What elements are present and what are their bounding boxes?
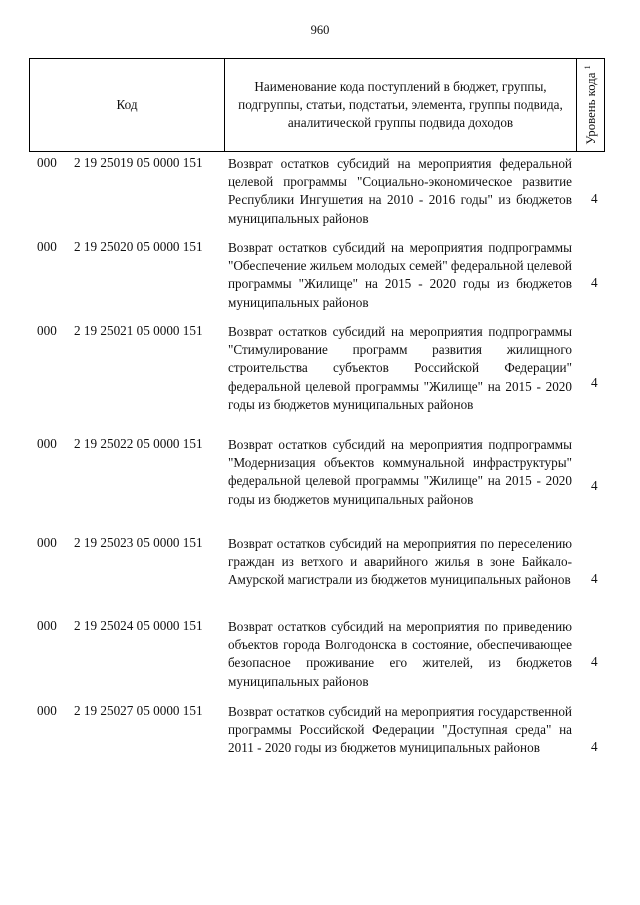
revenue-name: Возврат остатков субсидий на мероприятия подпрограммы "Стимулирование программ развития жилищного строительства субъектов Российской Федерации" федеральной целевой программы "Жилище" на 2015 - 2020 годы из бюджетов муниципальных районов: [228, 324, 572, 412]
revenue-code: 2 19 25020 05 0000 151: [74, 239, 203, 254]
admin-code: 000: [37, 323, 57, 338]
revenue-name: Возврат остатков субсидий на мероприятия по приведению объектов города Волгодонска в состояние, обеспечивающее безопасное проживание его жителей, из бюджетов муниципальных районов: [228, 619, 572, 689]
header-level-text: [582, 65, 598, 144]
revenue-name: Возврат остатков субсидий на мероприятия подпрограммы "Модернизация объектов коммунальной инфраструктуры" федеральной целевой программы "Жилище" на 2015 - 2020 годы из бюджетов муниципальных районов: [228, 437, 572, 507]
revenue-name: Возврат остатков субсидий на мероприятия по переселению граждан из ветхого и аварийного жилья в зоне Байкало-Амурской магистрали из бюджетов муниципальных районов: [228, 536, 572, 588]
code-level: 4: [591, 191, 598, 206]
admin-code: 000: [37, 436, 57, 451]
revenue-code: 2 19 25021 05 0000 151: [74, 323, 203, 338]
code-level: 4: [591, 654, 598, 669]
admin-code: 000: [37, 239, 57, 254]
table-header: [29, 58, 605, 152]
admin-code: 000: [37, 618, 57, 633]
admin-code: 000: [37, 703, 57, 718]
header-level-label: Уровень кода: [583, 72, 598, 145]
revenue-code: 2 19 25023 05 0000 151: [74, 535, 203, 550]
revenue-name: Возврат остатков субсидий на мероприятия подпрограммы "Обеспечение жильем молодых семей" федеральной целевой программы "Жилище" на 2015 - 2020 годы из бюджетов муниципальных районов: [228, 240, 572, 310]
revenue-code: 2 19 25024 05 0000 151: [74, 618, 203, 633]
header-level: [577, 59, 604, 151]
code-level: 4: [591, 275, 598, 290]
code-level: 4: [591, 375, 598, 390]
header-level-footnote: 1: [582, 65, 592, 70]
revenue-name: Возврат остатков субсидий на мероприятия федеральной целевой программы "Социально-экономическое развитие Республики Ингушетия на 2010 - 2016 годы" из бюджетов муниципальных районов: [228, 156, 572, 226]
header-name: Наименование кода поступлений в бюджет, группы, подгруппы, статьи, подстатьи, элемента, группы подвида, аналитической группы подвида доходов: [225, 59, 577, 151]
code-level: 4: [591, 739, 598, 754]
code-level: 4: [591, 571, 598, 586]
page-number: 960: [310, 23, 330, 37]
revenue-code: 2 19 25019 05 0000 151: [74, 155, 203, 170]
revenue-code: 2 19 25022 05 0000 151: [74, 436, 203, 451]
revenue-name: Возврат остатков субсидий на мероприятия государственной программы Российской Федерации "Доступная среда" на 2011 - 2020 годы из бюджетов муниципальных районов: [228, 704, 572, 756]
code-level: 4: [591, 478, 598, 493]
admin-code: 000: [37, 535, 57, 550]
header-code: Код: [30, 59, 225, 151]
admin-code: 000: [37, 155, 57, 170]
revenue-code: 2 19 25027 05 0000 151: [74, 703, 203, 718]
